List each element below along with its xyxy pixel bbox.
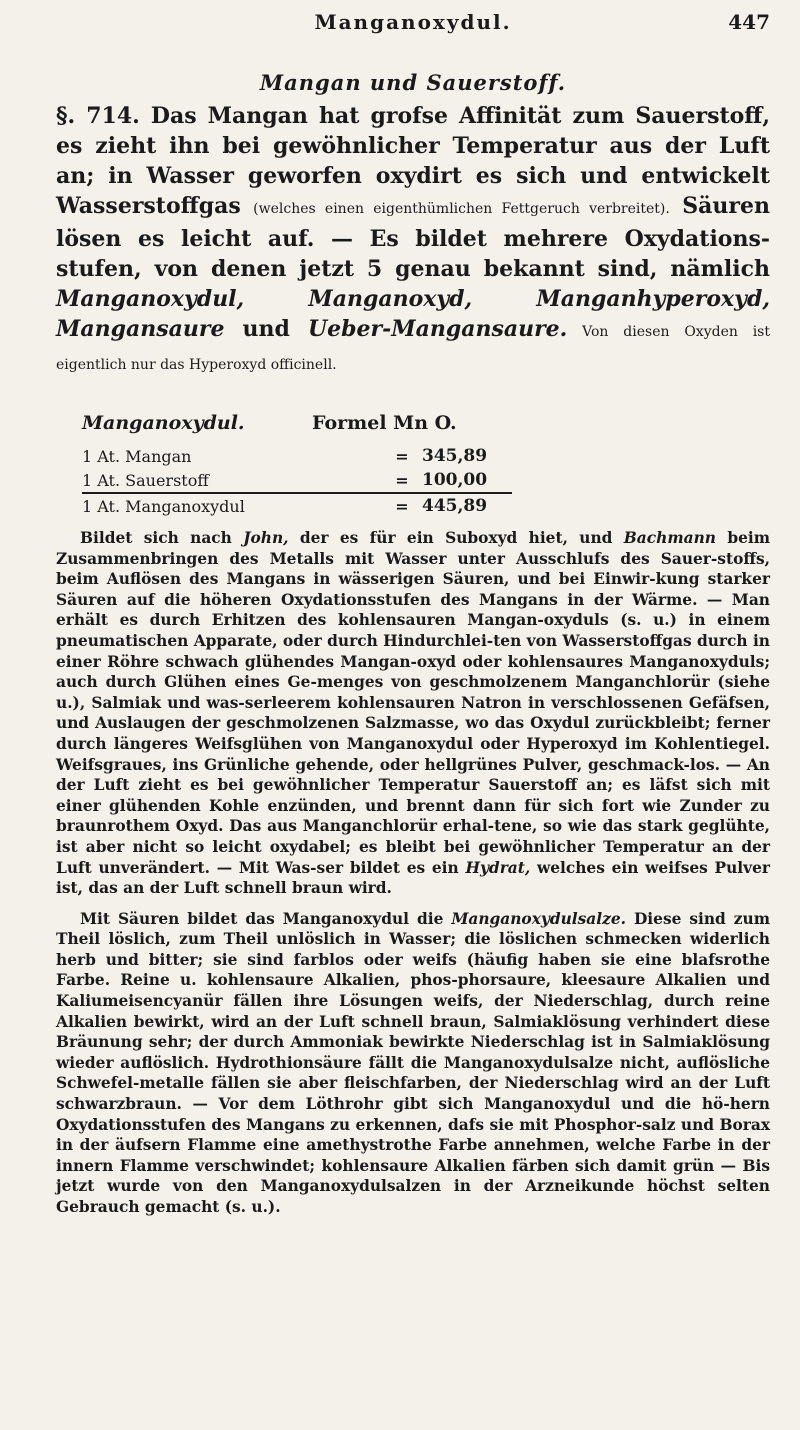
- intro-und: und: [224, 316, 308, 342]
- subsection-formula: Formel Mn O.: [312, 412, 457, 434]
- document-page: [56, 0, 770, 1218]
- intro-note: (welches einen eigenthümlichen Fettgeruch verbreitet).: [253, 201, 670, 217]
- page-number: 447: [728, 10, 770, 34]
- page-header: [56, 10, 770, 48]
- section-title: Mangan und Sauerstoff.: [259, 70, 567, 95]
- formula-table: [82, 444, 512, 518]
- author-bachmann: Bachmann: [623, 529, 716, 547]
- intro-tail: Von diesen Oxyden ist eigentlich nur das Hyperoxyd officinell.: [56, 324, 770, 373]
- term-salze: Manganoxydulsalze.: [451, 909, 626, 928]
- formula-sum-equals: =: [382, 493, 422, 518]
- formula-sum-value: 445,89: [422, 493, 512, 518]
- intro-text-a: Das Mangan hat grofse Affinität zum Sauerstoff, es zieht ihn bei gewöhnlicher Temperatur aus der Luft an; in Wasser geworfen oxydirt es sich und entwickelt Wasserstoffgas: [56, 103, 771, 219]
- subsection-heading: [56, 412, 770, 434]
- p1-text-b: der es für ein Suboxyd hiet, und: [288, 529, 624, 547]
- term-hydrat: Hydrat,: [465, 858, 531, 877]
- p1-text-a: Bildet sich nach: [80, 529, 244, 547]
- body-paragraph-1: [56, 528, 770, 899]
- formula-sum-row: [82, 493, 512, 518]
- formula-atom: 1 At. Sauerstoff: [82, 470, 209, 490]
- formula-equals: =: [395, 446, 409, 466]
- formula-row: [82, 444, 512, 468]
- oxide-list-2: Ueber-Mangansaure.: [307, 316, 568, 342]
- p1-text-c: beim Zusammenbringen des Metalls mit Wasser unter Ausschlufs des Sauer-stoffs, beim Auflösen des Mangans in wässerigen Säuren, und bei Einwir-kung starker Säuren auf die höheren Oxydationsstufen des Mangans in der Wärme. — Man erhält es durch Erhitzen des kohlensauren Mangan-oxyduls (s. u.) in einem pneumatischen Apparate, oder durch Hindurchlei-ten von Wasserstoffgas durch in einer Röhre schwach glühendes Mangan-oxyd oder kohlensaures Manganoxyduls; auch durch Glühen eines Ge-menges von geschmolzenem Manganchlorür (siehe u.), Salmiak und was-serleerem kohlensauren Natron in verschlossenen Gefäfsen, und Auslaugen der geschmolzenen Salzmasse, wo das Oxydul zurückbleibt; ferner durch längeres Weifsglühen von Manganoxydul oder Hyperoxyd im Kohlentiegel. Weifsgraues, ins Grünliche gehende, oder hellgrünes Pulver, geschmack-los. — An der Luft zieht es bei gewöhnlicher Temperatur Sauerstoff an; es läfst sich mit einer glühenden Kohle enzünden, und brennt dann für sich fort wie Zunder zu braunrothem Oxyd. Das aus Manganchlorür erhal-tene, so wie das stark geglühte, ist aber nicht so leicht oxydabel; es bleibt bei gewöhnlicher Temperatur an der Luft unverändert. — Mit Was-ser bildet es ein: [56, 529, 770, 877]
- formula-row: [82, 468, 512, 493]
- formula-atom: 1 At. Mangan: [82, 446, 192, 466]
- formula-sum-atom: 1 At. Manganoxydul: [82, 493, 382, 518]
- p2-text-b: Diese sind zum Theil löslich, zum Theil unlöslich in Wasser; die löslichen schmecken widerlich herb und bitter; sie sind farblos oder weifs (häufig haben sie eine blafsrothe Farbe. Reine u. kohlensaure Alkalien, phos-phorsaure, kleesaure Alkalien und Kaliumeisencyanür fällen ihre Lösungen weifs, der Niederschlag, durch reine Alkalien bewirkt, wird an der Luft schnell braun, Salmiaklösung verhindert diese Bräunung sehr; der durch Ammoniak bewirkte Niederschlag ist in Salmiaklösung wieder auflöslich. Hydrothionsäure fällt die Manganoxydulsalze nicht, auflösliche Schwefel-metalle fällen sie aber fleischfarben, der Niederschlag wird an der Luft schwarzbraun. — Vor dem Löthrohr gibt sich Manganoxydul und die hö-hern Oxydationsstufen des Mangans zu erkennen, dafs sie mit Phosphor-salz und Borax in der äufsern Flamme eine amethystrothe Farbe annehmen, welche Farbe in der innern Flamme verschwindet; kohlensaure Alkalien färben sich damit grün — Bis jetzt wurde von den Manganoxydulsalzen in der Arzneikunde höchst selten Gebrauch gemacht (s. u.).: [56, 909, 770, 1216]
- oxide-list-1: Manganoxydul, Manganoxyd, Manganhyperoxyd, Mangansaure: [56, 286, 770, 342]
- paragraph-number: §. 714.: [56, 103, 140, 129]
- author-john: John,: [243, 529, 289, 547]
- p1-text-d: welches ein weifses Pulver ist, das an der Luft schnell braun wird.: [56, 858, 770, 898]
- body-paragraph-2: [56, 909, 770, 1218]
- running-head: Manganoxydul.: [314, 10, 512, 34]
- formula-value: 345,89: [422, 446, 488, 466]
- intro-paragraph: [56, 101, 770, 380]
- p2-text-a: Mit Säuren bildet das Manganoxydul die: [80, 909, 452, 928]
- subsection-name: Manganoxydul.: [82, 412, 245, 434]
- formula-value: 100,00: [422, 470, 488, 490]
- formula-equals: =: [395, 470, 409, 490]
- intro-text-b: Säuren lösen es leicht auf. — Es bildet mehrere Oxydations-stufen, von denen jetzt 5 genau bekannt sind, nämlich: [56, 193, 770, 282]
